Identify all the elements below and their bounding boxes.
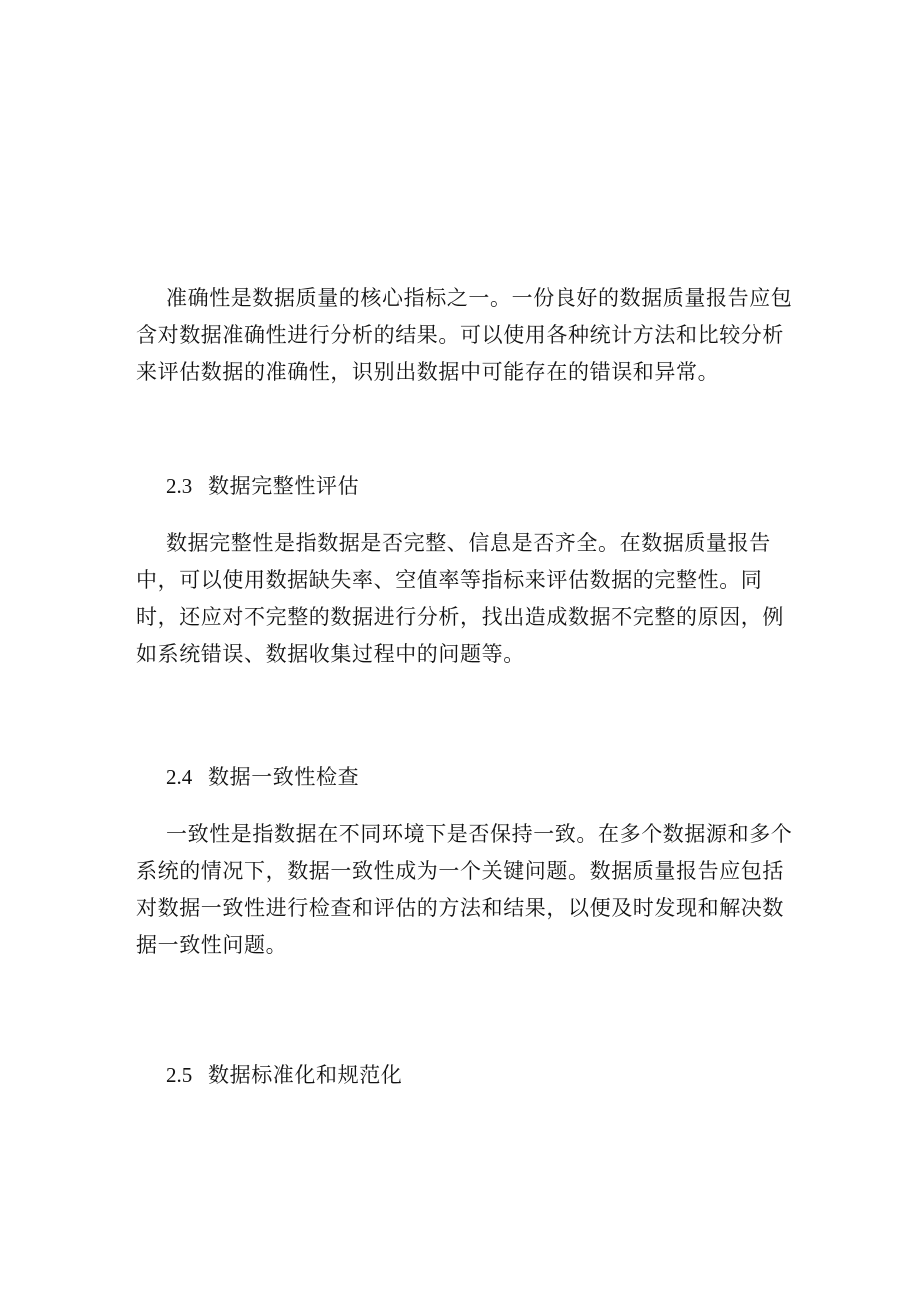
- paragraph-line: 时，还应对不完整的数据进行分析，找出造成数据不完整的原因，例: [136, 605, 784, 629]
- paragraph-line: 一致性是指数据在不同环境下是否保持一致。在多个数据源和多个: [166, 822, 793, 846]
- paragraph-line: 准确性是数据质量的核心指标之一。一份良好的数据质量报告应包: [166, 286, 793, 310]
- paragraph-line: 中，可以使用数据缺失率、空值率等指标来评估数据的完整性。同: [136, 568, 763, 592]
- paragraph-consistency: [136, 816, 796, 964]
- section-number: 2.4: [166, 765, 193, 789]
- section-title: 数据标准化和规范化: [208, 1063, 403, 1087]
- section-title: 数据一致性检查: [208, 765, 360, 789]
- paragraph-accuracy: [136, 280, 796, 391]
- paragraph-line: 对数据一致性进行检查和评估的方法和结果，以便及时发现和解决数: [136, 896, 784, 920]
- section-heading-2-3: [166, 471, 359, 501]
- paragraph-line: 数据完整性是指数据是否完整、信息是否齐全。在数据质量报告: [166, 531, 771, 555]
- section-number: 2.3: [166, 474, 193, 498]
- paragraph-line: 系统的情况下，数据一致性成为一个关键问题。数据质量报告应包括: [136, 859, 784, 883]
- paragraph-line: 含对数据准确性进行分析的结果。可以使用各种统计方法和比较分析: [136, 323, 784, 347]
- paragraph-completeness: [136, 525, 796, 673]
- paragraph-line: 如系统错误、数据收集过程中的问题等。: [136, 642, 525, 666]
- section-heading-2-4: [166, 762, 359, 792]
- paragraph-line: 据一致性问题。: [136, 933, 288, 957]
- section-title: 数据完整性评估: [208, 474, 360, 498]
- paragraph-line: 来评估数据的准确性，识别出数据中可能存在的错误和异常。: [136, 360, 720, 384]
- section-heading-2-5: [166, 1060, 402, 1090]
- section-number: 2.5: [166, 1063, 193, 1087]
